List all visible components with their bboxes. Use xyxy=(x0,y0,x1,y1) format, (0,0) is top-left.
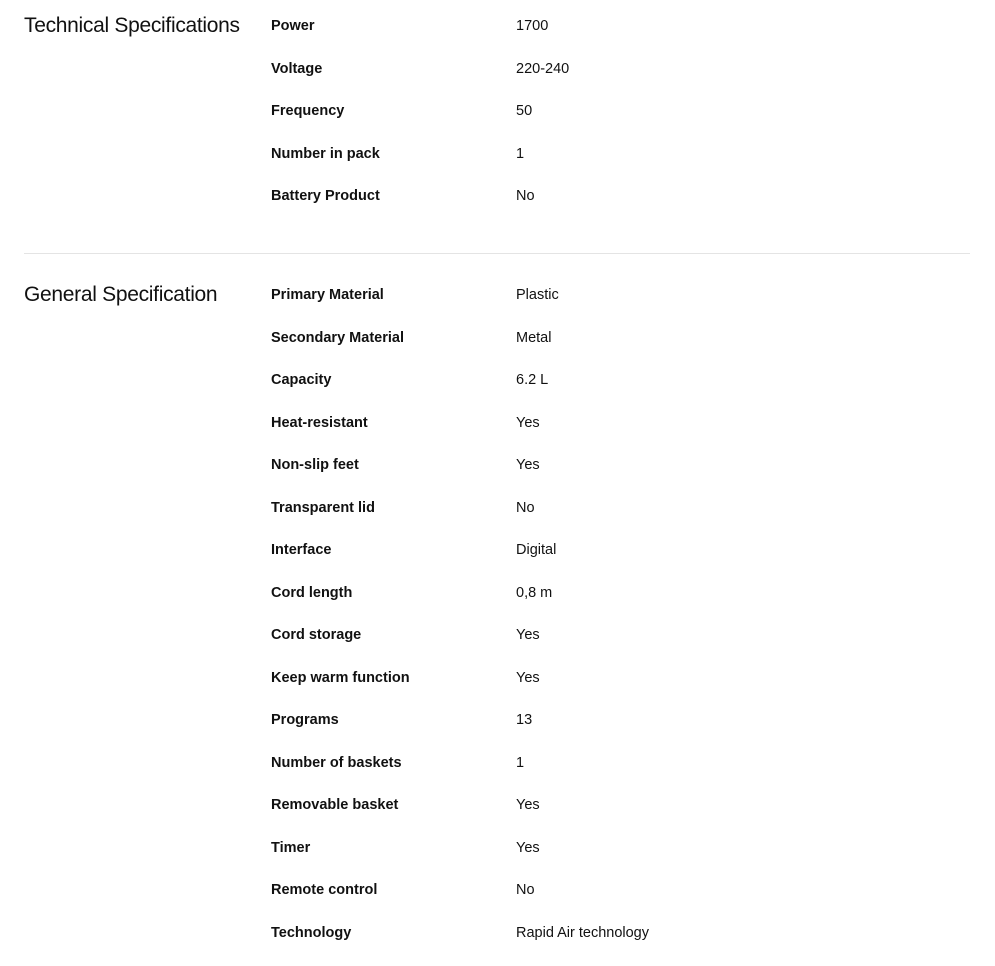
spec-label: Timer xyxy=(271,839,311,856)
spec-label: Cord length xyxy=(271,584,353,601)
spec-value: Yes xyxy=(516,627,540,643)
spec-value: 1 xyxy=(516,145,525,162)
spec-value: Yes xyxy=(516,669,540,686)
spec-value: 1 xyxy=(516,754,525,771)
spec-value: 50 xyxy=(516,103,533,119)
spec-value: Rapid Air technology xyxy=(516,924,649,941)
spec-label: Transparent lid xyxy=(271,499,375,516)
spec-value: Yes xyxy=(516,797,540,813)
spec-label: Removable basket xyxy=(271,797,399,813)
spec-value: No xyxy=(516,188,535,204)
spec-label: Number of baskets xyxy=(271,754,402,771)
spec-label: Keep warm function xyxy=(271,669,410,686)
spec-label: Number in pack xyxy=(271,145,380,162)
spec-value: 6.2 L xyxy=(516,372,549,388)
spec-label: Remote control xyxy=(271,882,378,898)
spec-label: Frequency xyxy=(271,103,345,119)
spec-value: No xyxy=(516,882,535,898)
spec-value: Yes xyxy=(516,414,540,431)
spec-value: 13 xyxy=(516,712,533,728)
spec-label: Non-slip feet xyxy=(271,457,359,473)
spec-label: Interface xyxy=(271,542,332,558)
section-divider xyxy=(24,253,970,254)
spec-value: Digital xyxy=(516,542,557,558)
spec-value: 220-240 xyxy=(516,60,570,77)
spec-label: Heat-resistant xyxy=(271,414,368,431)
spec-label: Secondary Material xyxy=(271,329,404,346)
spec-label: Cord storage xyxy=(271,627,362,643)
spec-label: Primary Material xyxy=(271,287,384,303)
spec-value: 0,8 m xyxy=(516,584,553,601)
spec-value: Yes xyxy=(516,457,540,473)
spec-label: Battery Product xyxy=(271,188,380,204)
spec-value: 1700 xyxy=(516,18,549,34)
spec-label: Voltage xyxy=(271,60,323,77)
section-title: General Specification xyxy=(24,283,218,306)
spec-value: Metal xyxy=(516,329,552,346)
spec-value: No xyxy=(516,499,535,516)
spec-label: Power xyxy=(271,18,315,34)
spec-label: Capacity xyxy=(271,372,332,388)
spec-value: Yes xyxy=(516,839,540,856)
spec-label: Programs xyxy=(271,712,339,728)
spec-value: Plastic xyxy=(516,287,559,303)
section-title: Technical Specifications xyxy=(24,14,240,37)
spec-label: Technology xyxy=(271,924,352,941)
